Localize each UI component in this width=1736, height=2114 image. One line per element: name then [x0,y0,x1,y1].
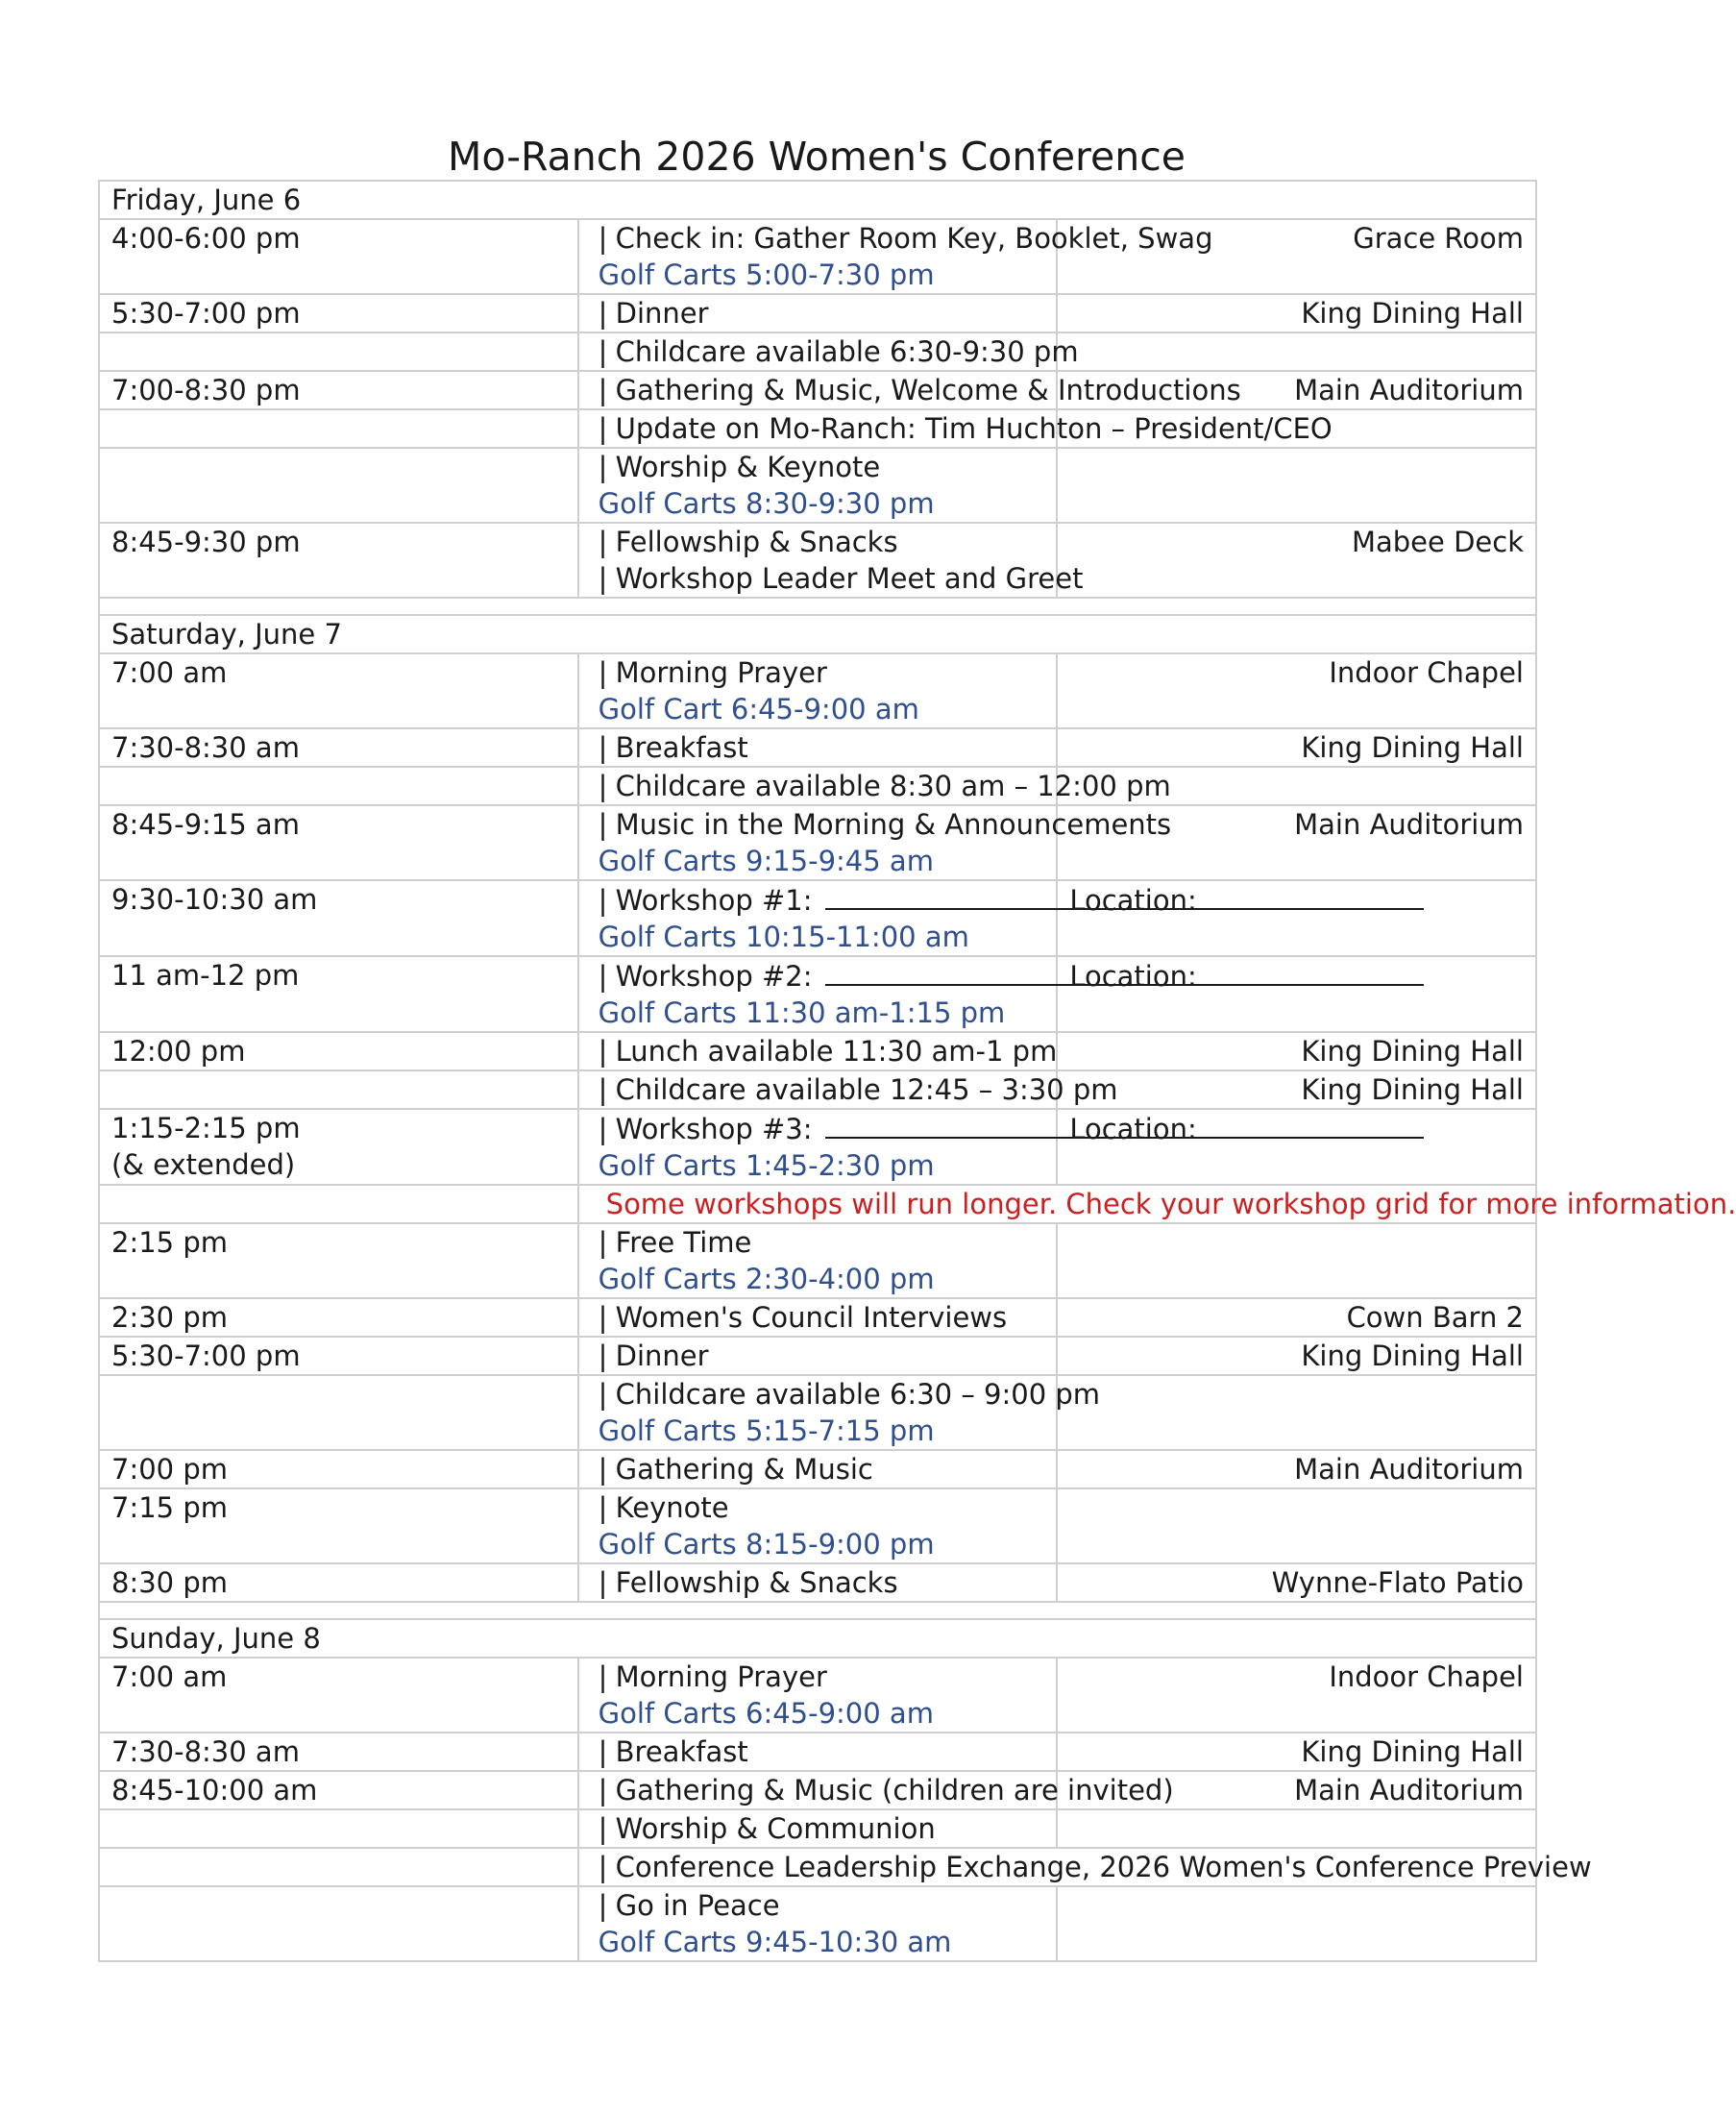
event-cell [578,371,1241,409]
schedule-row [99,1375,1536,1450]
time-cell [99,728,578,767]
time-cell [99,1563,578,1602]
event-name: Fellowship & Snacks [615,1566,898,1599]
event-cell [578,805,1172,880]
event-line [591,410,1333,447]
separator-bar: | [598,1073,608,1106]
location-text: Main Auditorium [1294,374,1524,406]
section-spacer [99,1602,1536,1619]
location-text: Cown Barn 2 [1346,1301,1524,1334]
time-cell [99,1450,578,1488]
event-line [591,768,1171,804]
schedule-row [99,1223,1536,1298]
day-header: Friday, June 6 [99,181,1536,219]
time-text: 7:15 pm [111,1491,228,1524]
golf-cart-times: Golf Carts 9:45-10:30 am [598,1926,952,1958]
location-cell [1057,1733,1536,1771]
event-name: Childcare available 8:30 am – 12:00 pm [615,770,1171,802]
event-name: Workshop #1: [615,884,813,917]
separator-bar: | [598,1812,608,1845]
time-cell [99,1771,578,1809]
time-cell [99,880,578,956]
location-text: Location: [1069,884,1197,917]
day-header: Saturday, June 7 [99,615,1536,653]
time-cell [99,1809,578,1848]
location-fill-line[interactable] [1207,957,1424,986]
location-text: Grace Room [1353,222,1524,255]
time-cell [99,371,578,409]
schedule-row [99,1298,1536,1337]
location-cell [1057,1298,1536,1337]
schedule-row [99,767,1536,805]
schedule-row [99,1771,1536,1809]
event-line [591,295,1045,332]
section-spacer [99,598,1536,615]
time-cell [99,1032,578,1070]
time-text: 11 am-12 pm [111,959,300,992]
location-cell [1057,1109,1536,1185]
schedule-row [99,523,1536,598]
event-line [591,729,1045,766]
event-name: Childcare available 6:30-9:30 pm [615,335,1079,368]
separator-bar: | [598,1491,608,1524]
time-cell [99,1733,578,1771]
time-cell [99,1886,578,1961]
location-text: Main Auditorium [1294,1774,1524,1807]
location-cell [1057,1563,1536,1602]
event-line [591,1887,1045,1924]
location-cell [1057,653,1536,728]
note-cell [578,1185,1736,1223]
location-text: King Dining Hall [1301,1035,1524,1068]
location-text: King Dining Hall [1301,731,1524,764]
event-name: Workshop #3: [615,1113,813,1145]
separator-bar: | [598,297,608,330]
event-cell [578,1070,1118,1109]
event-cell [578,332,1079,371]
event-name: Conference Leadership Exchange, 2026 Women's Conference Preview [615,1851,1592,1883]
separator-bar: | [598,884,608,917]
event-line [591,333,1079,370]
location-cell [1057,1488,1536,1563]
time-cell [99,1488,578,1563]
schedule-row [99,728,1536,767]
note-row [99,1185,1536,1223]
separator-bar: | [598,770,608,802]
separator-bar: | [598,1301,608,1334]
schedule-row [99,371,1536,409]
separator-bar: | [598,335,608,368]
day-header: Sunday, June 8 [99,1619,1536,1658]
separator-bar: | [598,1226,608,1259]
event-name: Breakfast [615,1735,748,1768]
time-cell [99,409,578,448]
time-cell [99,294,578,332]
event-name: Go in Peace [615,1889,780,1922]
schedule-row [99,1886,1536,1961]
event-line [591,1772,1174,1808]
golf-cart-times: Golf Carts 5:15-7:15 pm [598,1414,935,1447]
time-text: 7:30-8:30 am [111,731,300,764]
schedule-row [99,332,1536,371]
golf-cart-times: Golf Cart 6:45-9:00 am [598,693,919,725]
event-cell [578,1298,1058,1337]
time-text: 7:00 am [111,1660,228,1693]
event-line [591,220,1213,257]
location-cell [1057,1375,1536,1450]
event-cell [578,653,1058,728]
location-cell [1057,523,1536,598]
schedule-row [99,1109,1536,1185]
event-line [591,1224,1045,1261]
location-text: Indoor Chapel [1329,656,1524,689]
separator-bar: | [598,1340,608,1372]
event-name: Lunch available 11:30 am-1 pm [615,1035,1058,1068]
location-cell [1057,1337,1536,1375]
event-name: Free Time [615,1226,752,1259]
separator-bar: | [598,1453,608,1486]
time-cell [99,448,578,523]
golf-cart-times: Golf Carts 11:30 am-1:15 pm [598,996,1006,1029]
schedule-row [99,1733,1536,1771]
event-name: Childcare available 6:30 – 9:00 pm [615,1378,1101,1411]
event-cell [578,956,1058,1032]
golf-cart-times: Golf Carts 9:15-9:45 am [598,845,934,877]
event-cell [578,1886,1058,1961]
schedule-row [99,1070,1536,1109]
separator-bar: | [598,1566,608,1599]
event-line [591,1733,1045,1770]
schedule-row [99,880,1536,956]
time-text: 7:30-8:30 am [111,1735,300,1768]
event-name: Dinner [615,1340,709,1372]
event-line [591,449,1045,485]
time-cell [99,219,578,294]
time-cell [99,1337,578,1375]
event-cell [578,767,1171,805]
event-cell [578,1658,1058,1733]
time-text: 8:30 pm [111,1566,228,1599]
location-cell [1057,294,1536,332]
location-cell [1057,1070,1536,1109]
event-name: Gathering & Music [615,1453,873,1486]
event-cell [578,294,1058,332]
golf-cart-times: Golf Carts 2:30-4:00 pm [598,1263,935,1295]
workshop-note: Some workshops will run longer. Check your workshop grid for more information. [605,1188,1736,1220]
event-cell [578,1450,1058,1488]
event-line [591,1659,1045,1695]
event-line [591,806,1172,843]
time-cell [99,1375,578,1450]
event-cell [578,1223,1058,1298]
time-text: 8:45-9:30 pm [111,526,301,558]
golf-cart-times: Golf Carts 8:30-9:30 pm [598,487,935,520]
separator-bar: | [598,1889,608,1922]
time-cell [99,805,578,880]
location-text: King Dining Hall [1301,1340,1524,1372]
location-cell [1057,332,1536,371]
location-text: Wynne-Flato Patio [1271,1566,1524,1599]
event-cell [578,880,1058,956]
schedule-row [99,1563,1536,1602]
schedule-row [99,956,1536,1032]
location-text: Location: [1069,1113,1197,1145]
time-text: 7:00-8:30 pm [111,374,301,406]
location-cell [1057,1658,1536,1733]
time-cell [99,653,578,728]
event-line [591,1033,1058,1069]
time-text: 8:45-10:00 am [111,1774,318,1807]
location-cell [1057,880,1536,956]
event-name: Keynote [615,1491,729,1524]
separator-bar: | [598,1735,608,1768]
event-line [591,560,1084,597]
separator-bar: | [598,960,608,993]
event-cell [578,523,1084,598]
time-cell [99,523,578,598]
schedule-row [99,219,1536,294]
event-line [591,1071,1118,1108]
location-text: King Dining Hall [1301,297,1524,330]
time-cell [99,956,578,1032]
event-cell [578,1733,1058,1771]
time-text: 2:30 pm [111,1301,228,1334]
event-name: Worship & Communion [615,1812,936,1845]
time-text: 4:00-6:00 pm [111,222,301,255]
location-fill-line[interactable] [1207,1110,1424,1139]
time-cell [99,1109,578,1185]
event-cell [578,219,1213,294]
event-cell [578,1563,1058,1602]
location-text: Main Auditorium [1294,1453,1524,1486]
event-line [591,1376,1101,1413]
event-name: Breakfast [615,731,748,764]
separator-bar: | [598,562,608,595]
separator-bar: | [598,526,608,558]
schedule-row [99,1450,1536,1488]
separator-bar: | [598,451,608,483]
location-cell [1057,1809,1536,1848]
location-text: King Dining Hall [1301,1073,1524,1106]
event-line [591,1451,1045,1487]
event-cell [578,1771,1174,1809]
time-text: 8:45-9:15 am [111,808,300,841]
schedule-row [99,448,1536,523]
event-cell [578,728,1058,767]
location-cell [1057,1450,1536,1488]
schedule-row [99,409,1536,448]
spacer-cell [99,1602,1536,1619]
location-cell [1057,728,1536,767]
event-name: Dinner [615,297,709,330]
golf-cart-times: Golf Carts 1:45-2:30 pm [598,1149,935,1182]
time-cell [99,1658,578,1733]
day-header-row [99,615,1536,653]
location-text: Main Auditorium [1294,808,1524,841]
separator-bar: | [598,1035,608,1068]
event-name: Morning Prayer [615,1660,827,1693]
event-name: Gathering & Music, Welcome & Introductions [615,374,1241,406]
separator-bar: | [598,1774,608,1807]
schedule-table [98,180,1736,1962]
schedule-row [99,1488,1536,1563]
separator-bar: | [598,412,608,445]
location-cell [1057,448,1536,523]
event-line [591,372,1241,408]
event-cell [578,1809,1058,1848]
event-line [591,1338,1045,1374]
separator-bar: | [598,1378,608,1411]
event-name: Fellowship & Snacks [615,526,898,558]
separator-bar: | [598,808,608,841]
location-cell [1057,1886,1536,1961]
time-note: (& extended) [111,1148,296,1181]
time-text: 5:30-7:00 pm [111,1340,301,1372]
location-cell [1057,956,1536,1032]
separator-bar: | [598,731,608,764]
event-line [591,1489,1045,1526]
event-line [591,1299,1045,1336]
time-text: 12:00 pm [111,1035,246,1068]
time-cell [99,332,578,371]
event-line [591,1810,1045,1847]
golf-cart-times: Golf Carts 10:15-11:00 am [598,921,969,953]
separator-bar: | [598,222,608,255]
time-cell [99,767,578,805]
event-name: Childcare available 12:45 – 3:30 pm [615,1073,1118,1106]
time-cell [99,1070,578,1109]
event-cell [578,1032,1058,1070]
event-cell [578,1488,1058,1563]
location-text: King Dining Hall [1301,1735,1524,1768]
separator-bar: | [598,656,608,689]
time-text: 1:15-2:15 pm [111,1112,301,1144]
schedule-row [99,653,1536,728]
time-cell [99,1848,578,1886]
time-cell [99,1223,578,1298]
time-text: 5:30-7:00 pm [111,297,301,330]
event-cell [578,1109,1058,1185]
event-cell [578,409,1333,448]
schedule-row [99,1658,1536,1733]
event-cell [578,1848,1592,1886]
day-header-row [99,181,1536,219]
schedule-row [99,1337,1536,1375]
location-text: Location: [1069,960,1197,993]
event-cell [578,448,1058,523]
event-name: Workshop Leader Meet and Greet [615,562,1084,595]
separator-bar: | [598,374,608,406]
time-cell [99,1298,578,1337]
event-line [591,654,1045,691]
time-cell [99,1185,578,1223]
location-text: Indoor Chapel [1329,1660,1524,1693]
event-name: Music in the Morning & Announcements [615,808,1172,841]
schedule-row [99,294,1536,332]
golf-cart-times: Golf Carts 8:15-9:00 pm [598,1528,935,1561]
event-name: Morning Prayer [615,656,827,689]
event-name: Workshop #2: [615,960,813,993]
separator-bar: | [598,1851,608,1883]
event-name: Worship & Keynote [615,451,881,483]
event-line [591,1110,1045,1147]
schedule-row [99,1848,1536,1886]
event-cell [578,1375,1101,1450]
time-text: 7:00 am [111,656,228,689]
separator-bar: | [598,1113,608,1145]
event-line [591,1564,1045,1601]
event-name: Gathering & Music (children are invited) [615,1774,1174,1807]
event-line [591,957,1045,995]
event-name: Women's Council Interviews [615,1301,1008,1334]
schedule-row [99,805,1536,880]
event-name: Update on Mo-Ranch: Tim Huchton – President/CEO [615,412,1333,445]
event-line [591,524,1045,560]
event-line [591,1849,1592,1885]
page-title: Mo-Ranch 2026 Women's Conference [448,134,1186,180]
separator-bar: | [598,1660,608,1693]
time-text: 2:15 pm [111,1226,228,1259]
location-cell [1057,1032,1536,1070]
schedule-row [99,1809,1536,1848]
location-fill-line[interactable] [1207,881,1424,910]
golf-cart-times: Golf Carts 6:45-9:00 am [598,1697,934,1730]
day-header-row [99,1619,1536,1658]
time-text: 7:00 pm [111,1453,228,1486]
spacer-cell [99,598,1536,615]
location-text: Mabee Deck [1351,526,1524,558]
event-name: Check in: Gather Room Key, Booklet, Swag [615,222,1213,255]
golf-cart-times: Golf Carts 5:00-7:30 pm [598,258,935,291]
location-cell [1057,1223,1536,1298]
time-text: 9:30-10:30 am [111,883,318,916]
event-line [591,881,1045,919]
event-cell [578,1337,1058,1375]
schedule-row [99,1032,1536,1070]
